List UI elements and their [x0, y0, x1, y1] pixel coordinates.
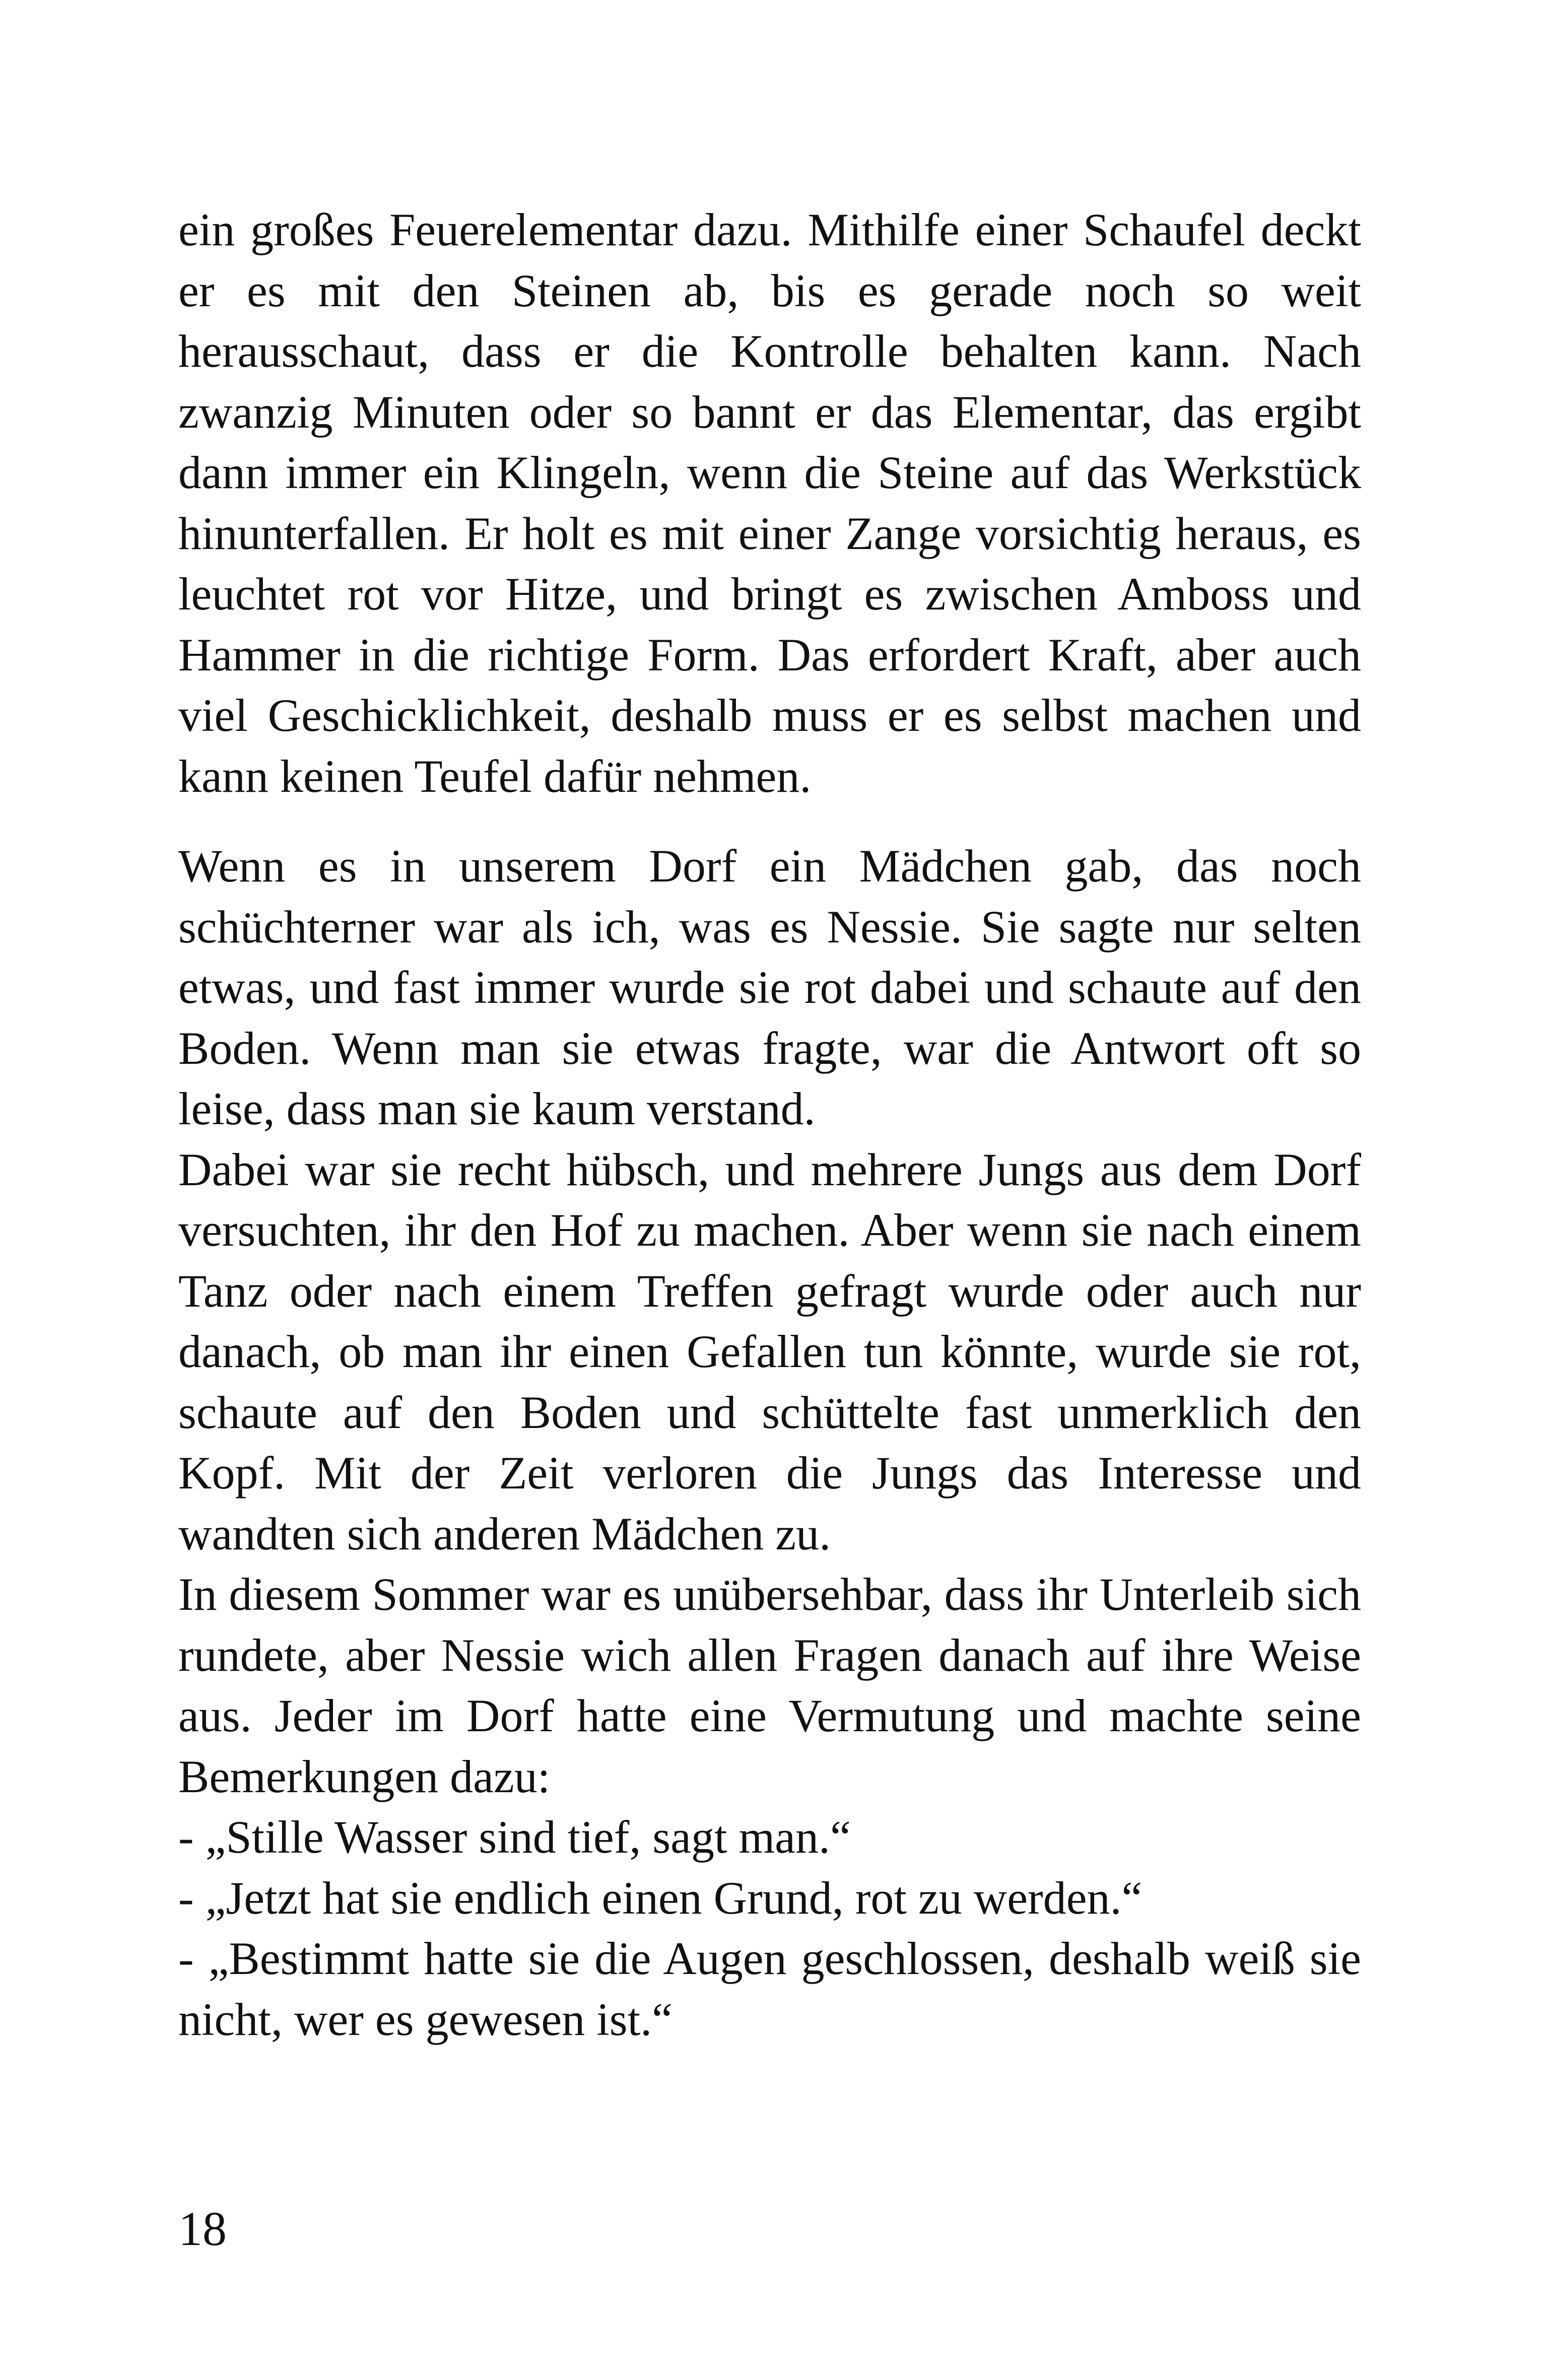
paragraph-nessie-suitors: Dabei war sie recht hübsch, und mehrere Jungs aus dem Dorf versuchten, ihr den Hof zu machen. Aber wenn sie nach einem Tanz oder nach einem Treffen gefragt wurde oder auch nur danach, ob man ihr einen Gefallen tun könnte, wurde sie rot, schaute auf den Boden und schüttelte fast unmerklich den Kopf. Mit der Zeit verloren die Jungs das Interesse und wandten sich anderen Mädchen zu. — [178, 1143, 1361, 1559]
paragraph-nessie-intro: Wenn es in unserem Dorf ein Mädchen gab, das noch schüchterner war als ich, was es Nessie. Sie sagte nur selten etwas, und fast immer wurde sie rot dabei und schaute auf den Boden. Wenn man sie etwas fragte, war die Antwort oft so leise, dass man sie kaum verstand. — [178, 840, 1361, 1134]
quote-line: - „Jetzt hat sie endlich einen Grund, rot zu werden.“ — [178, 1872, 1142, 1924]
paragraph-summer: In diesem Sommer war es unübersehbar, dass ihr Unterleib sich rundete, aber Nessie wich allen Fragen danach auf ihre Weise aus. Jeder im Dorf hatte eine Vermutung und machte seine Bemerkungen dazu: — [178, 1569, 1361, 1802]
paragraph-forge: ein großes Feuerelementar dazu. Mithilfe einer Schaufel deckt er es mit den Steinen ab, bis es gerade noch so weit herausschaut, dass er die Kontrolle behalten kann. Nach zwanzig Minuten oder so bannt er das Elementar, das ergibt dann immer ein Klingeln, wenn die Steine auf das Werkstück hinunterfallen. Er holt es mit einer Zange vorsichtig heraus, es leuchtet rot vor Hitze, und bringt es zwischen Amboss und Hammer in die richtige Form. Das erfordert Kraft, aber auch viel Geschicklichkeit, deshalb muss er es selbst machen und kann keinen Teufel dafür nehmen. — [178, 204, 1361, 802]
quote-line: - „Bestimmt hatte sie die Augen geschlossen, deshalb weiß sie nicht, wer es gewesen ist.“ — [178, 1933, 1361, 2045]
body-text — [178, 199, 1361, 2050]
quote-line: - „Stille Wasser sind tief, sagt man.“ — [178, 1811, 851, 1863]
page-number: 18 — [178, 2202, 227, 2256]
